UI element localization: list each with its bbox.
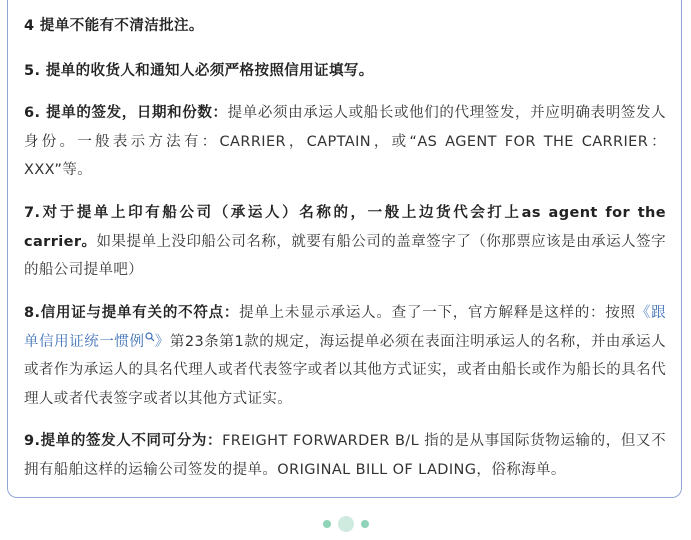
item-9-heading: 9.提单的签发人不同可分为： bbox=[24, 433, 223, 449]
pagination-dots bbox=[0, 516, 691, 532]
ucp-link-close: 》 bbox=[154, 333, 170, 350]
ucp-link-open: 《 bbox=[635, 305, 652, 321]
item-6-body: 提单必须由承运人或船长或他们的代理签发，并应明确表明签发人身份。一般表示方法有：CARRIER，CAPTAIN，或“AS AGENT FOR THE CARRIER：XXX”等。 bbox=[24, 105, 666, 178]
pagination-dot[interactable] bbox=[361, 520, 369, 528]
item-8-body-a: 提单上未显示承运人。查了一下，官方解释是这样的：按照 bbox=[239, 305, 636, 321]
pagination-dot[interactable] bbox=[323, 520, 331, 528]
ucp-link-text: 跟单信用证统一惯例 bbox=[24, 305, 666, 350]
item-6 bbox=[24, 99, 666, 185]
item-6-heading: 6. 提单的签发，日期和份数： bbox=[24, 105, 228, 121]
item-7 bbox=[24, 199, 666, 285]
item-8 bbox=[24, 299, 666, 413]
item-7-heading: 7.对于提单上印有船公司（承运人）名称的，一般上边货代会打上as agent for the carrier。 bbox=[24, 205, 666, 250]
item-5: 5. 提单的收货人和通知人必须严格按照信用证填写。 bbox=[24, 63, 374, 79]
item-8-body-b: 第23条第1款的规定，海运提单必须在表面注明承运人的名称，并由承运人或者作为承运人的具名代理人或者代表签字或者以其他方式证实，或者由船长或作为船长的具名代理人或者代表签字或者以其他方式证实。 bbox=[24, 333, 667, 407]
item-9-body: FREIGHT FORWARDER B/L 指的是从事国际货物运输的，但又不拥有船舶这样的运输公司签发的提单。ORIGINAL BILL OF LADING，俗称海单。 bbox=[24, 433, 666, 478]
search-icon[interactable] bbox=[145, 324, 155, 353]
item-7-body: 如果提单上没印船公司名称，就要有船公司的盖章签字了（你那票应该是由承运人签字的船公司提单吧） bbox=[24, 233, 666, 278]
pagination-dot-active[interactable] bbox=[338, 516, 354, 532]
item-4: 4 提单不能有不清洁批注。 bbox=[24, 18, 204, 34]
item-8-heading: 8.信用证与提单有关的不符点： bbox=[24, 305, 240, 321]
item-9 bbox=[24, 427, 666, 484]
